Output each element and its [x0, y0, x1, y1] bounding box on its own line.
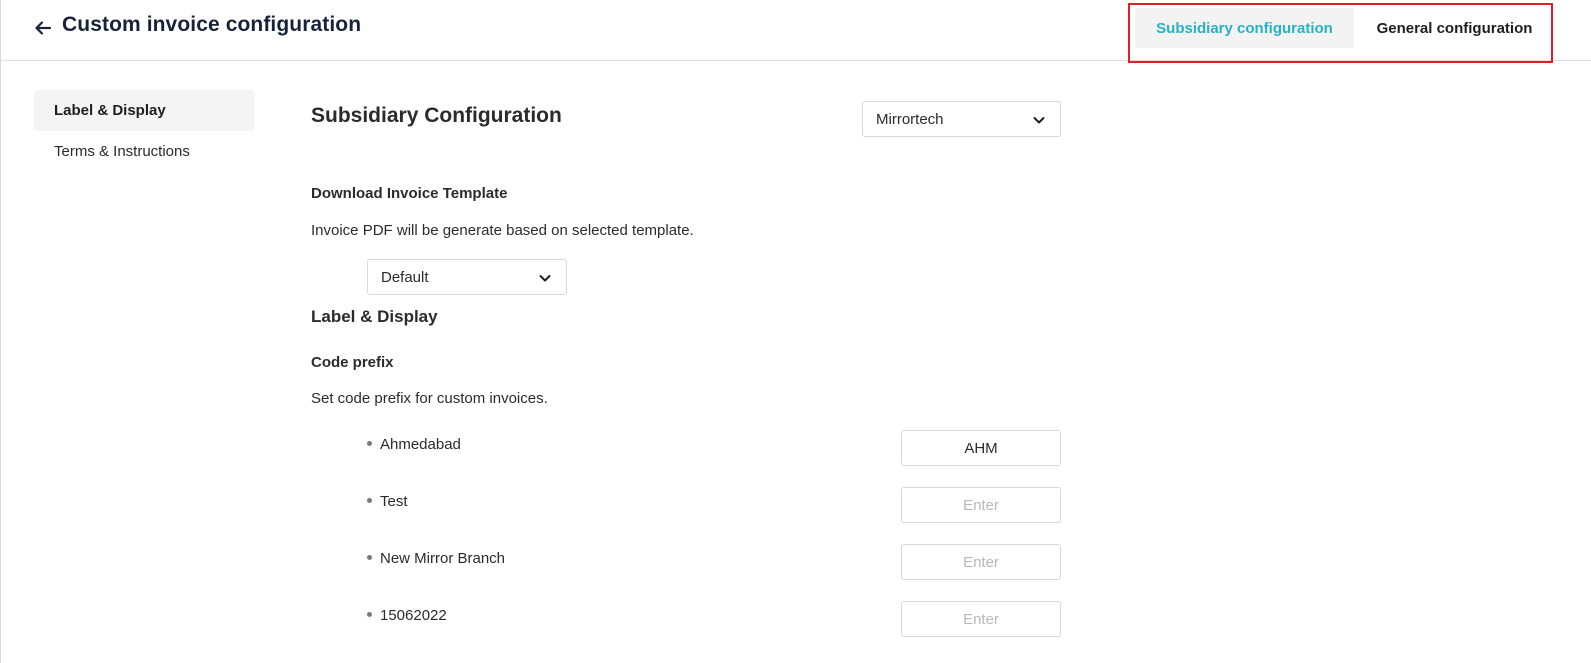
tab-general-configuration[interactable]: General configuration	[1376, 19, 1533, 37]
label-display-heading: Label & Display	[311, 307, 438, 326]
download-template-description: Invoice PDF will be generate based on selected template.	[311, 222, 694, 239]
sidebar-item-label: Label & Display	[54, 102, 166, 119]
sidebar-item-terms-instructions[interactable]	[34, 131, 255, 172]
tabs-highlight-box	[1128, 3, 1553, 63]
branch-name: Test	[380, 493, 408, 510]
template-select[interactable]	[367, 259, 567, 295]
chevron-down-icon	[538, 271, 552, 285]
branch-name: 15062022	[380, 607, 447, 624]
bullet-icon	[367, 612, 372, 617]
back-button[interactable]	[29, 14, 57, 42]
sidebar-item-label: Terms & Instructions	[54, 143, 190, 160]
bullet-icon	[367, 441, 372, 446]
page-title: Custom invoice configuration	[62, 13, 362, 36]
branch-row	[367, 436, 461, 453]
download-template-title: Download Invoice Template	[311, 185, 508, 202]
tab-subsidiary-configuration[interactable]: Subsidiary configuration	[1135, 8, 1354, 48]
subsidiary-select-value: Mirrortech	[876, 110, 944, 128]
prefix-input-ahmedabad[interactable]	[901, 430, 1061, 466]
bullet-icon	[367, 498, 372, 503]
prefix-input-new-mirror-branch[interactable]	[901, 544, 1061, 580]
prefix-input-15062022[interactable]	[901, 601, 1061, 637]
code-prefix-title: Code prefix	[311, 354, 394, 371]
branch-name: New Mirror Branch	[380, 550, 506, 567]
prefix-input-test[interactable]	[901, 487, 1061, 523]
chevron-down-icon	[1032, 113, 1046, 127]
branch-row	[367, 607, 447, 624]
branch-row	[367, 550, 505, 567]
page-header	[1, 0, 1591, 61]
bullet-icon	[367, 555, 372, 560]
template-select-value: Default	[381, 268, 429, 286]
arrow-left-icon	[34, 19, 52, 37]
subsidiary-select[interactable]	[862, 101, 1061, 137]
branch-name: Ahmedabad	[380, 436, 461, 453]
code-prefix-description: Set code prefix for custom invoices.	[311, 390, 548, 407]
branch-row	[367, 493, 408, 510]
section-title: Subsidiary Configuration	[311, 104, 562, 127]
sidebar-item-label-display[interactable]	[34, 90, 255, 131]
